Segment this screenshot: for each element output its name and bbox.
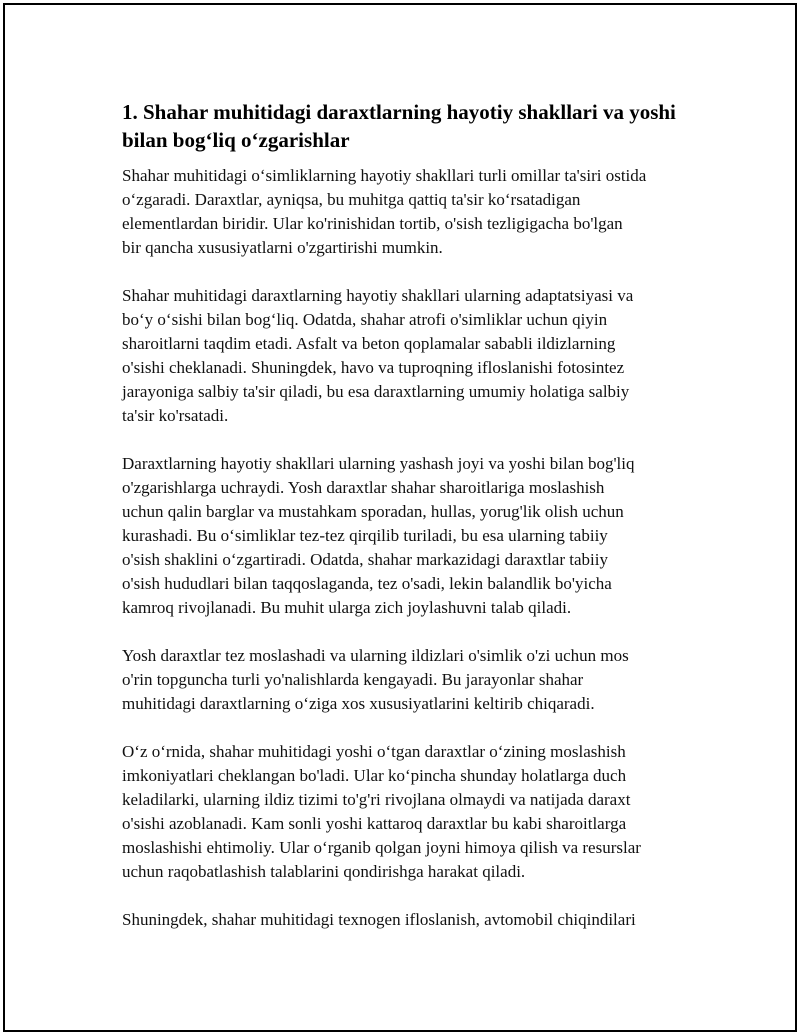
paragraph-5 xyxy=(122,740,692,884)
text-line: o'rin topguncha turli yo'nalishlarda kengayadi. Bu jarayonlar shahar xyxy=(122,670,584,689)
text-line: o‘zgaradi. Daraxtlar, ayniqsa, bu muhitga qattiq ta'sir ko‘rsatadigan xyxy=(122,190,581,209)
text-line: elementlardan biridir. Ular ko'rinishidan tortib, o'sish tezligigacha bo'lgan xyxy=(122,214,623,233)
text-line: moslashishi ehtimoliy. Ular o‘rganib qolgan joyni himoya qilish va resurslar xyxy=(122,838,641,857)
text-line: uchun qalin barglar va mustahkam sporadan, hullas, yorug'lik olish uchun xyxy=(122,502,624,521)
paragraph-6 xyxy=(122,908,692,932)
paragraph-4 xyxy=(122,644,692,716)
page-frame xyxy=(3,3,797,1032)
text-line: jarayoniga salbiy ta'sir qiladi, bu esa daraxtlarning umumiy holatiga salbiy xyxy=(122,382,630,401)
text-line: keladilarki, ularning ildiz tizimi to'g'ri rivojlana olmaydi va natijada daraxt xyxy=(122,790,631,809)
text-line: kamroq rivojlanadi. Bu muhit ularga zich joylashuvni talab qiladi. xyxy=(122,598,572,617)
heading-line: 1. Shahar muhitidagi daraxtlarning hayotiy shakllari va yoshi xyxy=(122,100,676,124)
text-line: bo‘y o‘sishi bilan bog‘liq. Odatda, shahar atrofi o'simliklar uchun qiyin xyxy=(122,310,608,329)
heading-line: bilan bog‘liq o‘zgarishlar xyxy=(122,128,350,152)
text-line: muhitidagi daraxtlarning o‘ziga xos xususiyatlarini keltirib chiqaradi. xyxy=(122,694,595,713)
paragraph-3 xyxy=(122,452,692,620)
text-line: o'zgarishlarga uchraydi. Yosh daraxtlar shahar sharoitlariga moslashish xyxy=(122,478,605,497)
document-body xyxy=(122,98,692,956)
text-line: o'sishi cheklanadi. Shuningdek, havo va tuproqning ifloslanishi fotosintez xyxy=(122,358,625,377)
text-line: imkoniyatlari cheklangan bo'ladi. Ular ko‘pincha shunday holatlarga duch xyxy=(122,766,627,785)
text-line: Yosh daraxtlar tez moslashadi va ularning ildizlari o'simlik o'zi uchun mos xyxy=(122,646,629,665)
section-heading xyxy=(122,98,692,154)
text-line: kurashadi. Bu o‘simliklar tez-tez qirqilib turiladi, bu esa ularning tabiiy xyxy=(122,526,608,545)
text-line: sharoitlarni taqdim etadi. Asfalt va beton qoplamalar sababli ildizlarning xyxy=(122,334,616,353)
text-line: o'sish hududlari bilan taqqoslaganda, tez o'sadi, lekin balandlik bo'yicha xyxy=(122,574,612,593)
text-line: uchun raqobatlashish talablarini qondirishga harakat qiladi. xyxy=(122,862,526,881)
text-line: Shahar muhitidagi o‘simliklarning hayotiy shakllari turli omillar ta'siri ostida xyxy=(122,166,647,185)
text-line: ta'sir ko'rsatadi. xyxy=(122,406,229,425)
text-line: O‘z o‘rnida, shahar muhitidagi yoshi o‘tgan daraxtlar o‘zining moslashish xyxy=(122,742,626,761)
text-line: o'sishi azoblanadi. Kam sonli yoshi kattaroq daraxtlar bu kabi sharoitlarga xyxy=(122,814,627,833)
text-line: Shahar muhitidagi daraxtlarning hayotiy shakllari ularning adaptatsiyasi va xyxy=(122,286,634,305)
paragraph-1 xyxy=(122,164,692,260)
paragraph-2 xyxy=(122,284,692,428)
text-line: Daraxtlarning hayotiy shakllari ularning yashash joyi va yoshi bilan bog'liq xyxy=(122,454,635,473)
text-line: Shuningdek, shahar muhitidagi texnogen ifloslanish, avtomobil chiqindilari xyxy=(122,910,636,929)
text-line: o'sish shaklini o‘zgartiradi. Odatda, shahar markazidagi daraxtlar tabiiy xyxy=(122,550,608,569)
text-line: bir qancha xususiyatlarni o'zgartirishi mumkin. xyxy=(122,238,443,257)
